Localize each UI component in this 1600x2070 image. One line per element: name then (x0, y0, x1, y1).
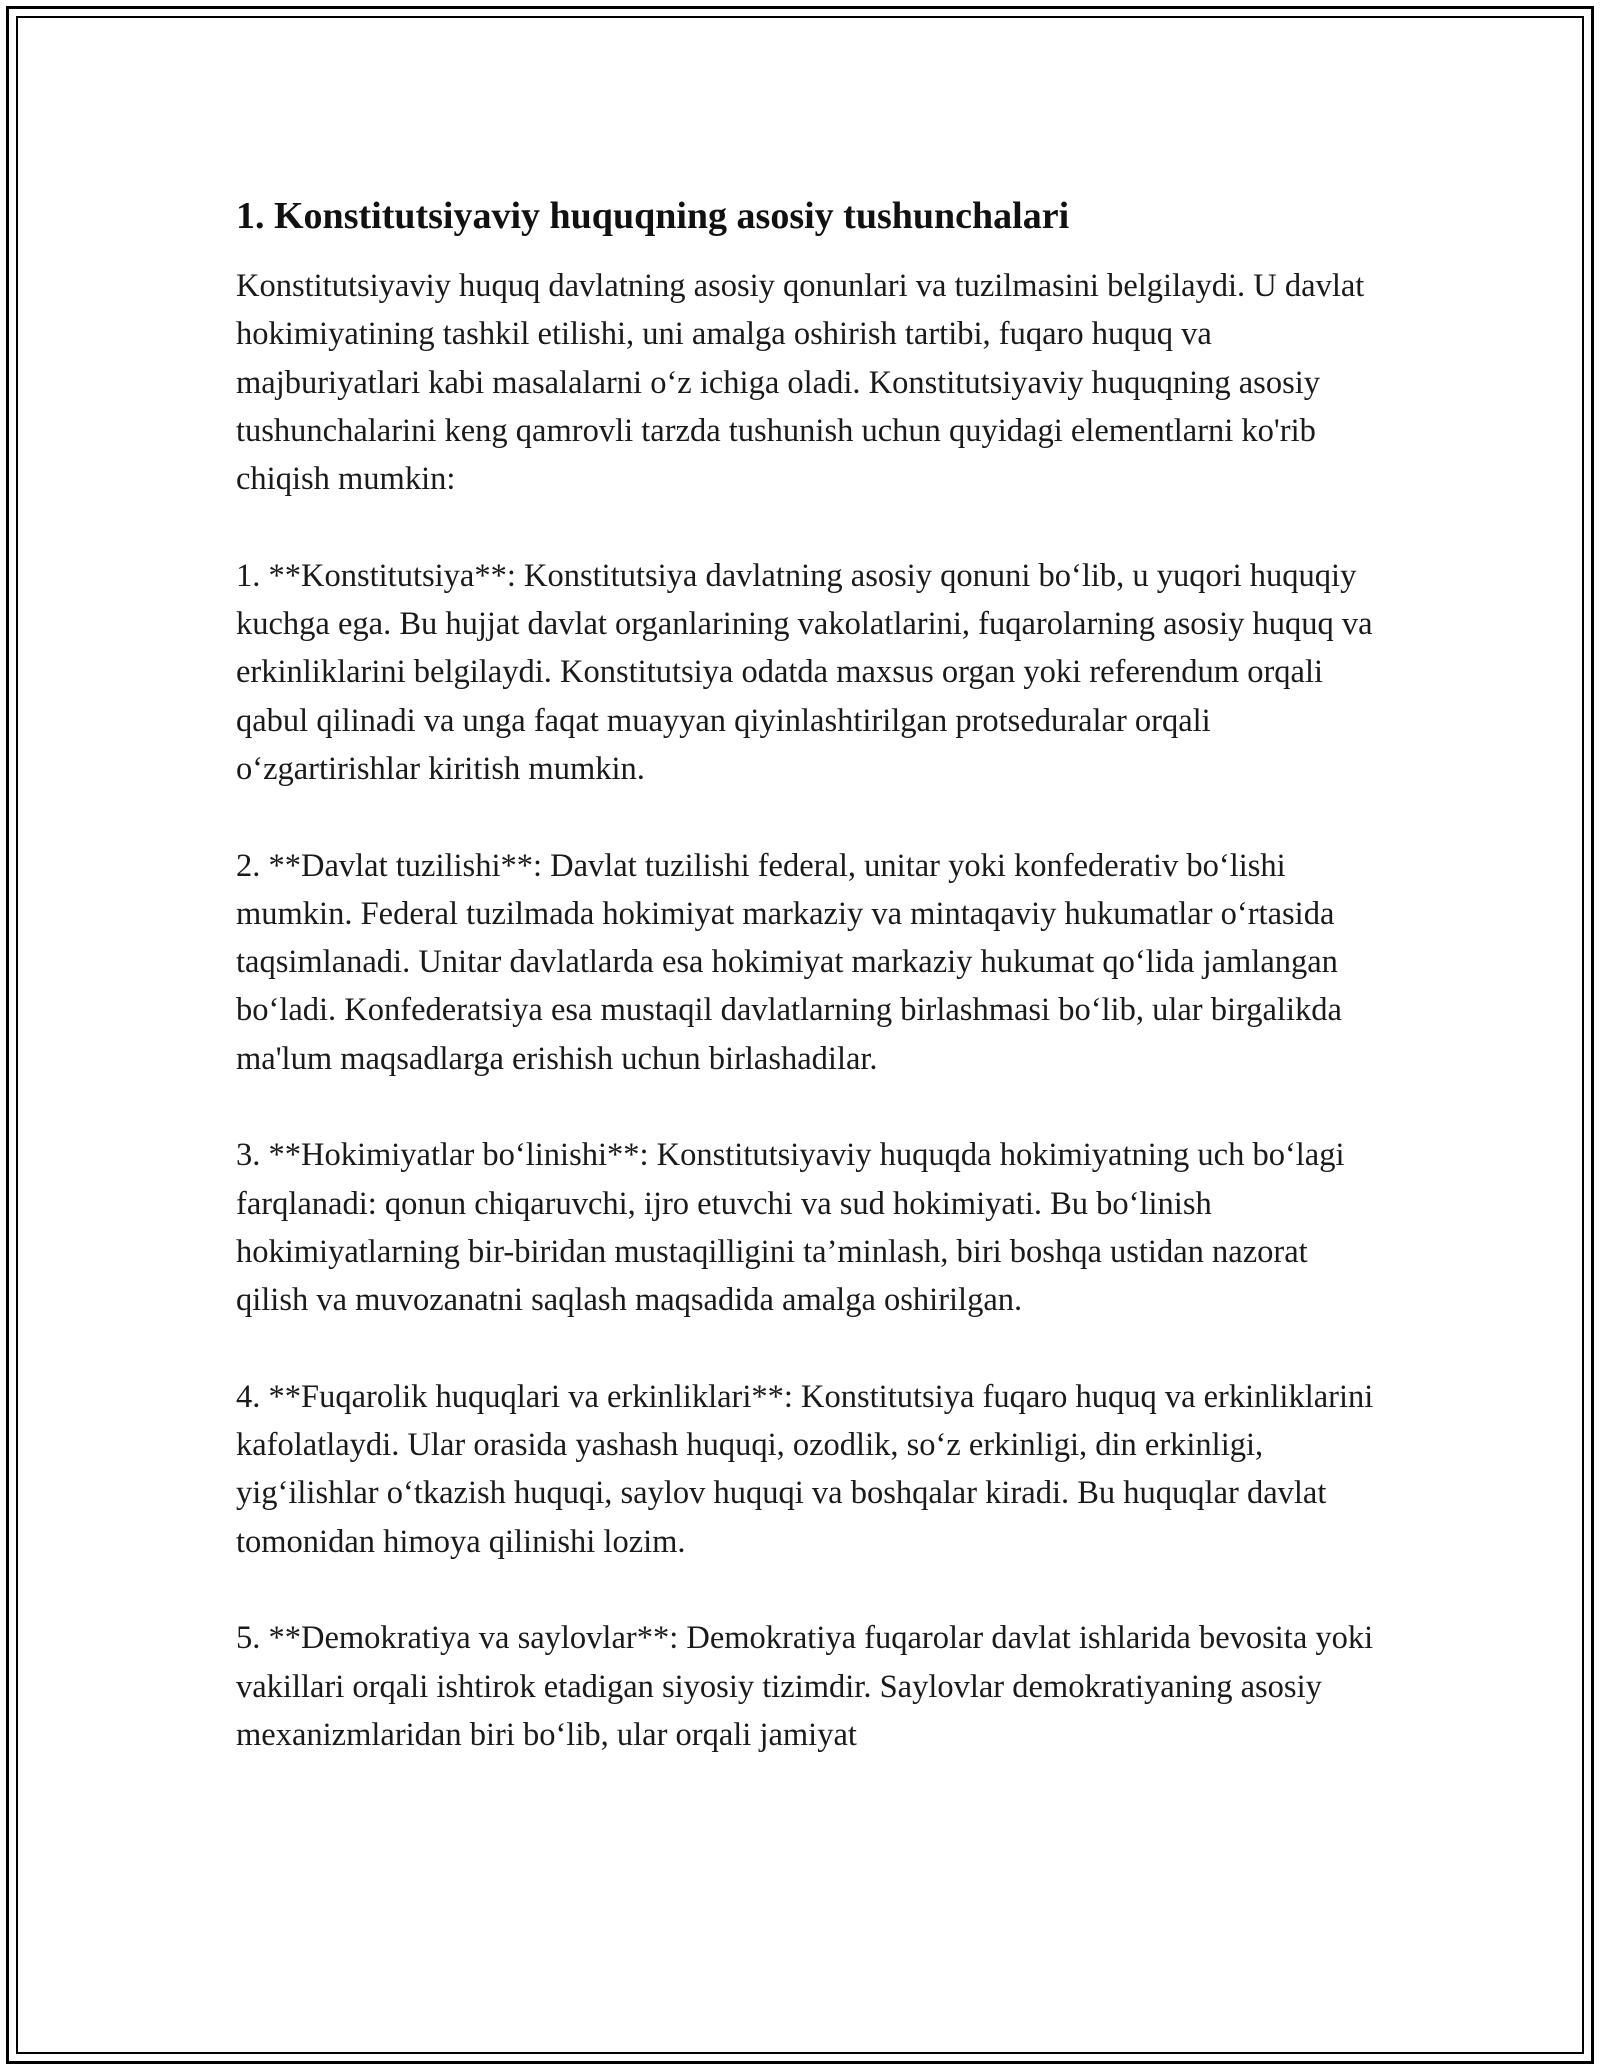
paragraph-demokratiya: 5. **Demokratiya va saylovlar**: Demokratiya fuqarolar davlat ishlarida bevosita yoki vakillari orqali ishtirok etadigan siyosiy tizimdir. Saylovlar demokratiyaning asosiy mexanizmlaridan biri boʻlib, ular orqali jamiyat (236, 1620, 1374, 1753)
paragraph-konstitutsiya: 1. **Konstitutsiya**: Konstitutsiya davlatning asosiy qonuni boʻlib, u yuqori huquqiy kuchga ega. Bu hujjat davlat organlarining vakolatlarini, fuqarolarning asosiy huquq va erkinliklarini belgilaydi. Konstitutsiya odatda maxsus organ yoki referendum orqali qabul qilinadi va unga faqat muayyan qiyinlashtirilgan protseduralar orqali oʻzgartirishlar kiritish mumkin. (236, 557, 1373, 787)
paragraph-fuqarolik-huquqlari: 4. **Fuqarolik huquqlari va erkinliklari**: Konstitutsiya fuqaro huquq va erkinliklarini kafolatlaydi. Ular orasida yashash huquqi, ozodlik, soʻz erkinligi, din erkinligi, yigʻilishlar oʻtkazish huquqi, saylov huquqi va boshqalar kiradi. Bu huquqlar davlat tomonidan himoya qilinishi lozim. (236, 1378, 1374, 1560)
intro-paragraph: Konstitutsiyaviy huquq davlatning asosiy qonunlari va tuzilmasini belgilaydi. U davlat hokimiyatining tashkil etilishi, uni amalga oshirish tartibi, fuqaro huquq va majburiyatlari kabi masalalarni oʻz ichiga oladi. Konstitutsiyaviy huquqning asosiy tushunchalarini keng qamrovli tarzda tushunish uchun quyidagi elementlarni ko'rib chiqish mumkin: (236, 268, 1365, 498)
paragraph-hokimiyatlar-bolinishi: 3. **Hokimiyatlar boʻlinishi**: Konstitutsiyaviy huquqda hokimiyatning uch boʻlagi farqlanadi: qonun chiqaruvchi, ijro etuvchi va sud hokimiyati. Bu boʻlinish hokimiyatlarning bir-biridan mustaqilligini ta’minlash, biri boshqa ustidan nazorat qilish va muvozanatni saqlash maqsadida amalga oshirilgan. (236, 1137, 1345, 1319)
paragraph-davlat-tuzilishi: 2. **Davlat tuzilishi**: Davlat tuzilishi federal, unitar yoki konfederativ boʻlishi mumkin. Federal tuzilmada hokimiyat markaziy va mintaqaviy hukumatlar oʻrtasida taqsimlanadi. Unitar davlatlarda esa hokimiyat markaziy hukumat qoʻlida jamlangan boʻladi. Konfederatsiya esa mustaqil davlatlarning birlashmasi boʻlib, ular birgalikda ma'lum maqsadlarga erishish uchun birlashadilar. (236, 847, 1342, 1077)
section-heading: 1. Konstitutsiyaviy huquqning asosiy tushunchalari (236, 195, 1070, 237)
document-body (236, 190, 1386, 1759)
